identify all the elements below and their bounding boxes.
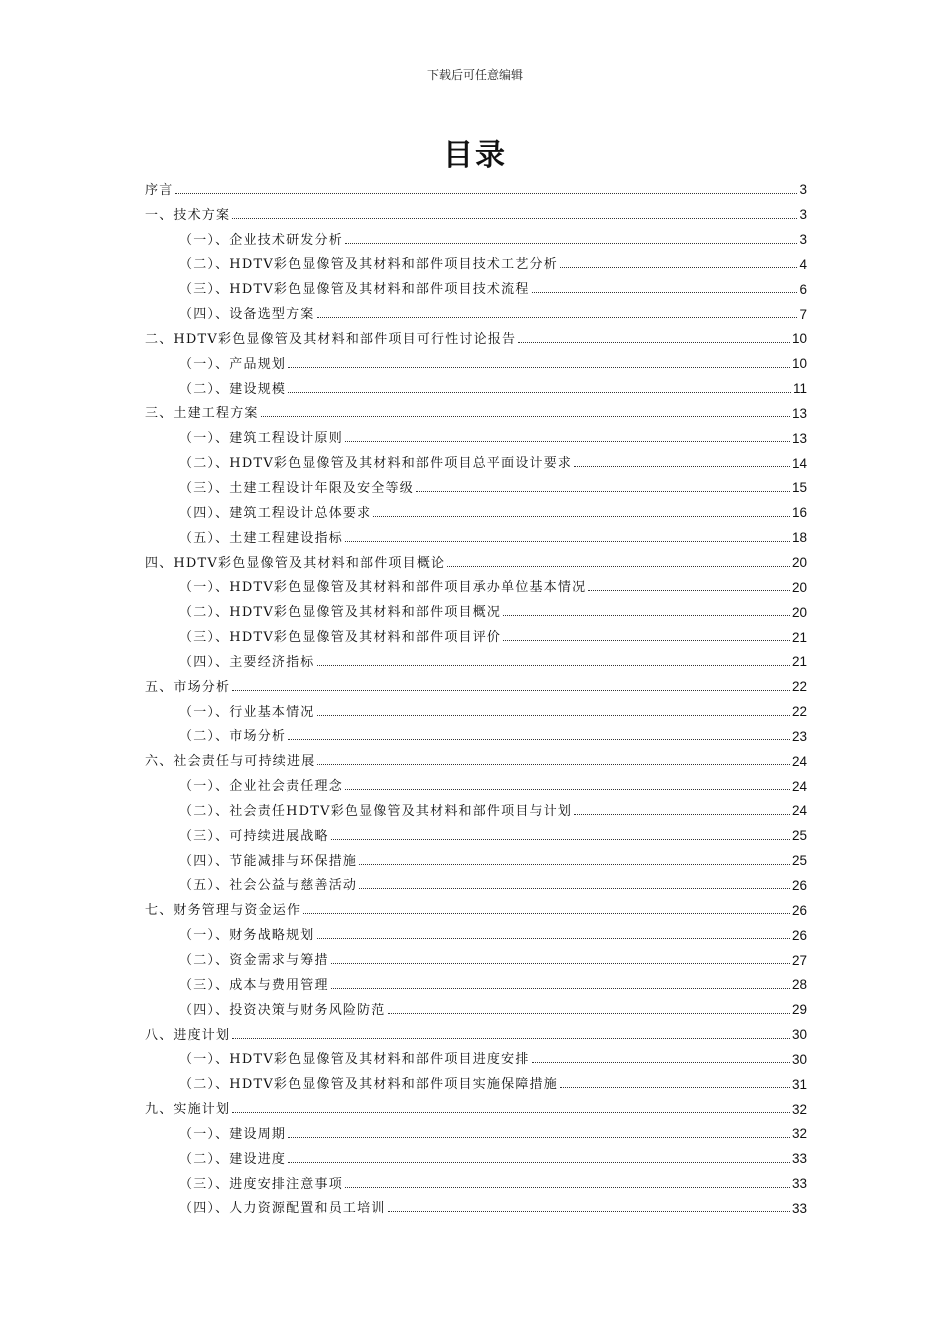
- toc-entry-page-number: 20: [791, 555, 807, 570]
- toc-entry[interactable]: [145, 696, 807, 721]
- toc-entry-page-number: 10: [791, 331, 807, 347]
- toc-entry-label: （二）、HDTV彩色显像管及其材料和部件项目实施保障措施: [179, 1077, 558, 1093]
- toc-entry-label: （一）、企业技术研发分析: [179, 232, 343, 248]
- dot-leader: [560, 267, 798, 268]
- toc-entry-page-number: 26: [791, 927, 807, 943]
- toc-entry-label: 五、市场分析: [145, 679, 231, 695]
- dot-leader: [588, 590, 790, 591]
- toc-entry[interactable]: [145, 795, 807, 820]
- toc-entry-page-number: 20: [791, 604, 807, 620]
- toc-entry-page-number: 15: [791, 480, 807, 496]
- toc-entry[interactable]: [145, 447, 807, 472]
- toc-entry-page-number: 33: [791, 1176, 807, 1192]
- toc-entry-page-number: 26: [791, 877, 807, 893]
- toc-entry-label: （四）、主要经济指标: [179, 654, 315, 670]
- dot-leader: [175, 193, 797, 194]
- dot-leader: [447, 566, 790, 567]
- toc-entry-page-number: 3: [799, 207, 807, 223]
- toc-entry[interactable]: [145, 646, 807, 671]
- toc-entry-label: （二）、社会责任HDTV彩色显像管及其材料和部件项目与计划: [179, 803, 573, 819]
- toc-entry-label: （一）、HDTV彩色显像管及其材料和部件项目进度安排: [179, 1052, 530, 1068]
- toc-entry-page-number: 25: [791, 853, 807, 869]
- toc-entry[interactable]: [145, 1019, 807, 1044]
- toc-entry-page-number: 14: [791, 455, 807, 471]
- dot-leader: [317, 764, 790, 765]
- dot-leader: [317, 938, 790, 939]
- toc-entry-label: （四）、设备选型方案: [179, 307, 315, 323]
- toc-entry-page-number: 30: [791, 1051, 807, 1067]
- toc-entry-page-number: 3: [799, 232, 807, 248]
- toc-entry-label: （二）、建设规模: [179, 381, 287, 397]
- toc-entry[interactable]: [145, 845, 807, 870]
- toc-entry-label: （一）、建设周期: [179, 1126, 287, 1142]
- toc-entry-page-number: 22: [791, 704, 807, 720]
- dot-leader: [331, 988, 790, 989]
- toc-entry[interactable]: [145, 273, 807, 298]
- dot-leader: [416, 491, 790, 492]
- toc-entry[interactable]: [145, 199, 807, 224]
- dot-leader: [373, 516, 790, 517]
- dot-leader: [345, 243, 798, 244]
- dot-leader: [331, 839, 790, 840]
- dot-leader: [359, 888, 790, 889]
- toc-entry-label: （三）、土建工程设计年限及安全等级: [179, 480, 414, 496]
- toc-entry-label: （四）、投资决策与财务风险防范: [179, 1002, 386, 1018]
- toc-entry-page-number: 23: [791, 728, 807, 744]
- toc-entry-page-number: 16: [791, 505, 807, 521]
- toc-entry[interactable]: [145, 572, 807, 597]
- dot-leader: [232, 690, 790, 691]
- dot-leader: [388, 1013, 790, 1014]
- toc-entry-page-number: 13: [791, 430, 807, 446]
- toc-entry[interactable]: [145, 721, 807, 746]
- toc-entry-label: （一）、产品规划: [179, 356, 287, 372]
- toc-entry[interactable]: [145, 1093, 807, 1118]
- toc-entry-label: （二）、HDTV彩色显像管及其材料和部件项目总平面设计要求: [179, 456, 573, 472]
- toc-entry-page-number: 29: [791, 1002, 807, 1018]
- toc-entry[interactable]: [145, 596, 807, 621]
- toc-entry[interactable]: [145, 820, 807, 845]
- toc-entry-label: （二）、资金需求与筹措: [179, 953, 329, 968]
- toc-entry[interactable]: [145, 348, 807, 373]
- toc-entry-page-number: 18: [791, 530, 807, 546]
- toc-entry-page-number: 30: [791, 1027, 807, 1043]
- dot-leader: [345, 441, 790, 442]
- toc-entry-label: 二、HDTV彩色显像管及其材料和部件项目可行性讨论报告: [145, 331, 517, 347]
- toc-entry-label: （二）、HDTV彩色显像管及其材料和部件项目技术工艺分析: [179, 257, 558, 273]
- toc-entry-page-number: 10: [791, 356, 807, 372]
- toc-entry-label: 九、实施计划: [145, 1102, 231, 1118]
- toc-entry-label: （三）、HDTV彩色显像管及其材料和部件项目评价: [179, 630, 502, 646]
- toc-entry-label: 四、HDTV彩色显像管及其材料和部件项目概论: [145, 555, 446, 571]
- dot-leader: [288, 1137, 790, 1138]
- toc-entry[interactable]: [145, 298, 807, 323]
- toc-entry[interactable]: [145, 969, 807, 994]
- toc-entry-label: （三）、可持续进展战略: [179, 828, 329, 844]
- toc-entry-label: 八、进度计划: [145, 1027, 231, 1043]
- toc-entry-page-number: 28: [791, 977, 807, 993]
- dot-leader: [574, 814, 790, 815]
- toc-entry-page-number: 11: [792, 381, 807, 397]
- dot-leader: [303, 913, 790, 914]
- dot-leader: [532, 292, 798, 293]
- dot-leader: [317, 665, 790, 666]
- toc-entry-page-number: 21: [791, 629, 807, 645]
- dot-leader: [503, 615, 790, 616]
- table-of-contents: [145, 174, 807, 1217]
- toc-entry[interactable]: [145, 249, 807, 274]
- toc-entry-page-number: 24: [791, 753, 807, 769]
- toc-entry[interactable]: [145, 547, 807, 572]
- toc-entry[interactable]: [145, 1193, 807, 1218]
- toc-entry-page-number: 25: [791, 828, 807, 844]
- toc-entry[interactable]: [145, 224, 807, 249]
- toc-entry[interactable]: [145, 497, 807, 522]
- toc-entry[interactable]: [145, 621, 807, 646]
- toc-entry-label: （三）、HDTV彩色显像管及其材料和部件项目技术流程: [179, 282, 530, 298]
- toc-entry-page-number: 27: [791, 952, 807, 968]
- toc-entry-page-number: 33: [791, 1151, 807, 1167]
- toc-entry-label: （一）、企业社会责任理念: [179, 779, 343, 795]
- dot-leader: [261, 416, 790, 417]
- toc-entry-label: （二）、市场分析: [179, 729, 287, 745]
- dot-leader: [388, 1211, 790, 1212]
- toc-entry-label: （五）、土建工程建设指标: [179, 530, 343, 546]
- dot-leader: [345, 789, 790, 790]
- toc-entry-page-number: 20: [791, 579, 807, 595]
- toc-entry-label: （二）、建设进度: [179, 1151, 287, 1167]
- toc-entry-label: 六、社会责任与可持续进展: [145, 754, 316, 770]
- toc-entry-label: （三）、进度安排注意事项: [179, 1176, 343, 1192]
- toc-entry[interactable]: [145, 944, 807, 969]
- toc-entry[interactable]: [145, 398, 807, 423]
- toc-entry[interactable]: [145, 994, 807, 1019]
- toc-entry-label: 七、财务管理与资金运作: [145, 903, 302, 919]
- toc-entry[interactable]: [145, 1143, 807, 1168]
- toc-entry-page-number: 3: [799, 182, 807, 198]
- toc-entry-label: 一、技术方案: [145, 207, 231, 223]
- dot-leader: [331, 963, 790, 964]
- toc-entry-page-number: 6: [799, 281, 807, 297]
- dot-leader: [232, 1038, 790, 1039]
- toc-entry-page-number: 22: [791, 679, 807, 695]
- dot-leader: [288, 739, 790, 740]
- toc-entry-label: （一）、财务战略规划: [179, 928, 315, 944]
- toc-entry-label: （四）、人力资源配置和员工培训: [179, 1201, 386, 1217]
- toc-entry-label: （五）、社会公益与慈善活动: [179, 878, 358, 894]
- dot-leader: [345, 541, 790, 542]
- toc-entry[interactable]: [145, 522, 807, 547]
- toc-entry-label: （一）、建筑工程设计原则: [179, 431, 343, 447]
- toc-entry[interactable]: [145, 1118, 807, 1143]
- toc-entry[interactable]: [145, 373, 807, 398]
- dot-leader: [317, 715, 790, 716]
- toc-entry-label: （四）、节能减排与环保措施: [179, 853, 358, 869]
- dot-leader: [503, 640, 790, 641]
- toc-entry[interactable]: [145, 770, 807, 795]
- toc-entry-label: （二）、HDTV彩色显像管及其材料和部件项目概况: [179, 605, 502, 621]
- toc-entry-page-number: 24: [791, 778, 807, 794]
- toc-entry-label: （四）、建筑工程设计总体要求: [179, 505, 372, 521]
- toc-entry-page-number: 7: [799, 306, 807, 322]
- toc-entry-page-number: 24: [791, 803, 807, 819]
- toc-entry-label: 序言: [145, 182, 174, 198]
- toc-entry[interactable]: [145, 174, 807, 199]
- toc-entry-page-number: 26: [791, 902, 807, 918]
- toc-entry-page-number: 4: [799, 256, 807, 272]
- dot-leader: [560, 1087, 790, 1088]
- toc-entry-page-number: 21: [791, 654, 807, 670]
- dot-leader: [288, 1162, 790, 1163]
- toc-entry-page-number: 13: [791, 405, 807, 421]
- toc-entry-page-number: 32: [791, 1101, 807, 1117]
- dot-leader: [232, 218, 797, 219]
- toc-entry[interactable]: [145, 870, 807, 895]
- toc-entry-label: （一）、行业基本情况: [179, 704, 315, 720]
- toc-title: 目录: [443, 138, 507, 173]
- toc-entry[interactable]: [145, 472, 807, 497]
- dot-leader: [359, 864, 790, 865]
- toc-entry-page-number: 31: [791, 1076, 807, 1092]
- toc-entry[interactable]: [145, 671, 807, 696]
- toc-entry[interactable]: [145, 894, 807, 919]
- dot-leader: [574, 466, 790, 467]
- toc-entry[interactable]: [145, 1168, 807, 1193]
- dot-leader: [288, 392, 791, 393]
- toc-entry-label: 三、土建工程方案: [145, 406, 259, 422]
- toc-entry[interactable]: [145, 1068, 807, 1093]
- toc-entry-label: （一）、HDTV彩色显像管及其材料和部件项目承办单位基本情况: [179, 580, 587, 596]
- toc-entry[interactable]: [145, 745, 807, 770]
- dot-leader: [518, 342, 790, 343]
- toc-entry[interactable]: [145, 422, 807, 447]
- toc-entry-page-number: 32: [791, 1126, 807, 1142]
- header-note: 下载后可任意编辑: [426, 68, 523, 82]
- dot-leader: [317, 317, 798, 318]
- dot-leader: [345, 1187, 790, 1188]
- dot-leader: [288, 367, 790, 368]
- toc-entry[interactable]: [145, 1044, 807, 1069]
- toc-entry-page-number: 33: [791, 1200, 807, 1216]
- toc-entry[interactable]: [145, 323, 807, 348]
- toc-entry-label: （三）、成本与费用管理: [179, 977, 329, 993]
- toc-entry[interactable]: [145, 919, 807, 944]
- dot-leader: [532, 1062, 790, 1063]
- dot-leader: [232, 1112, 790, 1113]
